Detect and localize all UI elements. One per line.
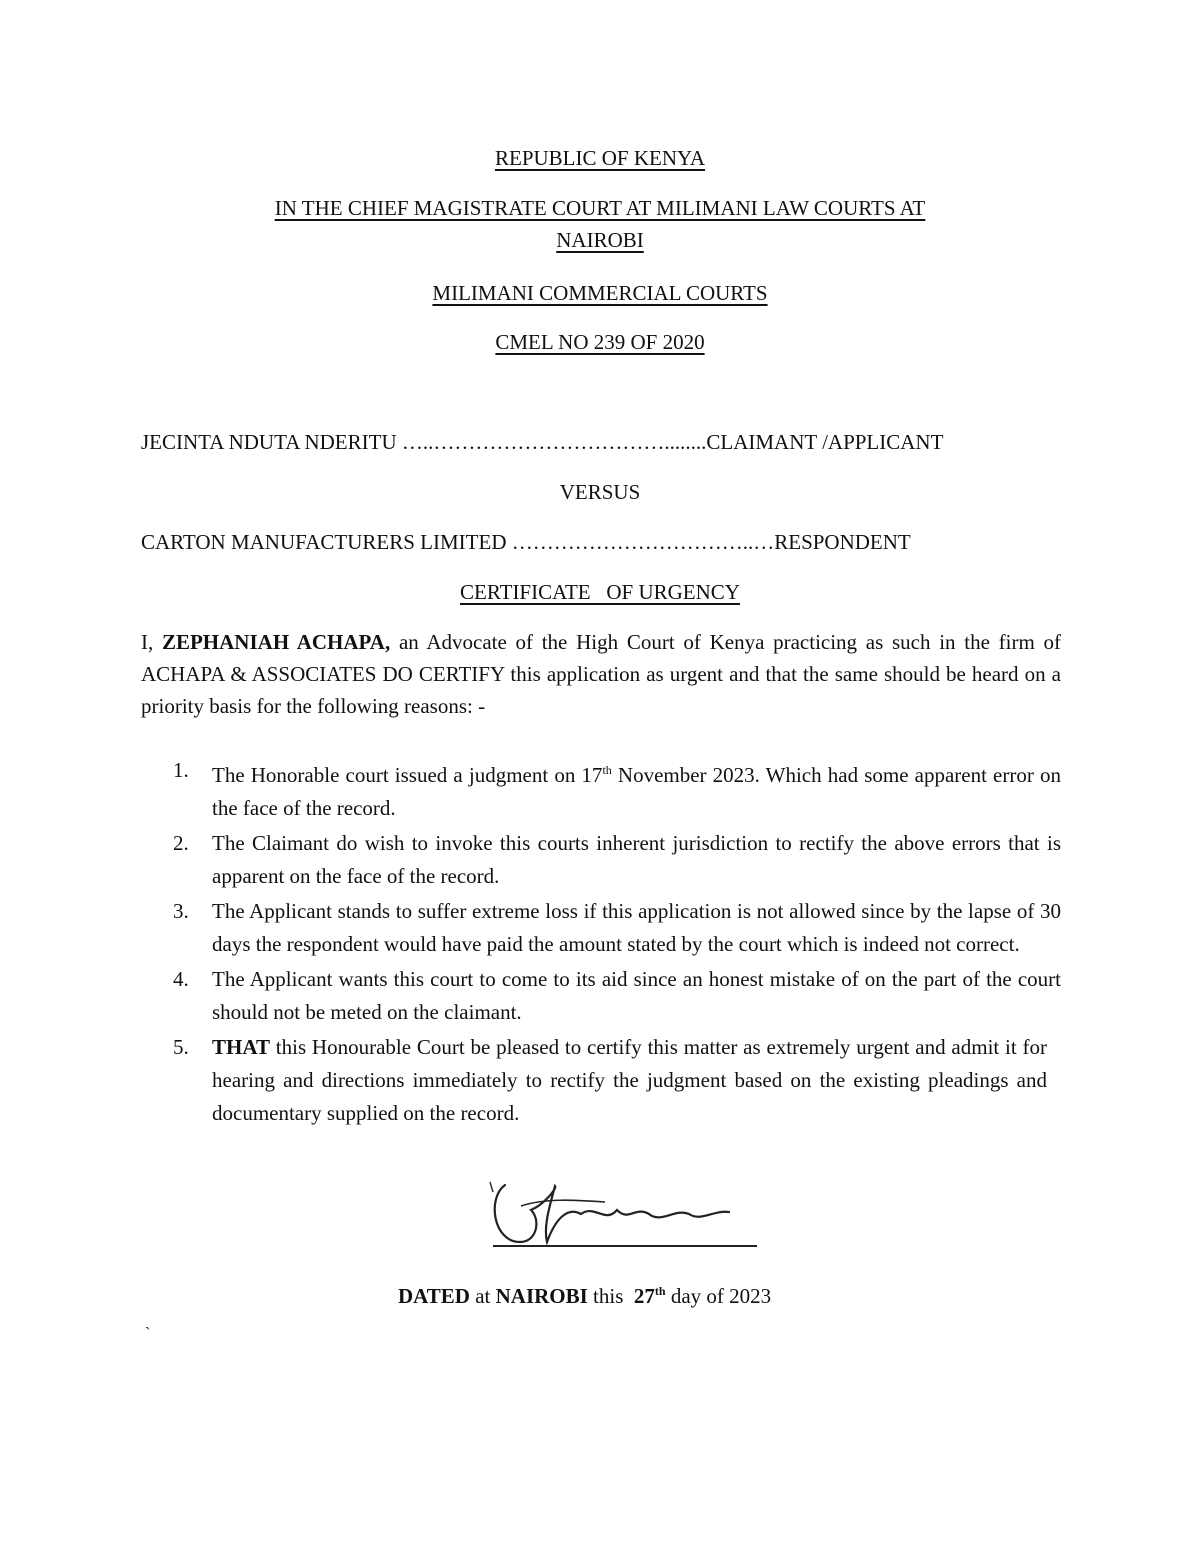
court-heading-line1: IN THE CHIEF MAGISTRATE COURT AT MILIMANI LAW COURTS AT [274, 196, 926, 220]
dated-line: DATED at NAIROBI this 27th day of 2023 [398, 1284, 772, 1308]
advocate-name: ZEPHANIAH ACHAPA, [161, 630, 391, 654]
case-number: CMEL NO 239 OF 2020 [495, 330, 705, 354]
certificate-title: CERTIFICATE OF URGENCY [460, 580, 740, 604]
list-item: 3. The Applicant stands to suffer extreme loss if this application is not allowed since by the lapse of 30 days the respondent would have paid the amount stated by the court which is indeed not correct. [173, 899, 1061, 956]
certificate-intro: I, ZEPHANIAH ACHAPA, an Advocate of the High Court of Kenya practicing as such in the firm of ACHAPA & ASSOCIATES DO CERTIFY this application as urgent and that the same should be heard on a priority basis for the following reasons: - [141, 630, 1061, 718]
claimant-dots: …..……………………………........ [396, 430, 707, 454]
stray-mark: ` [145, 1325, 151, 1342]
signature-image [485, 1180, 765, 1255]
list-item: 4. The Applicant wants this court to come to its aid since an honest mistake of on the part of the court should not be meted on the claimant. [173, 967, 1061, 1024]
claimant-line [141, 430, 1061, 455]
respondent-role: RESPONDENT [774, 530, 911, 554]
claimant-role: CLAIMANT /APPLICANT [706, 430, 944, 454]
respondent-name: CARTON MANUFACTURERS LIMITED [141, 530, 507, 554]
claimant-name: JECINTA NDUTA NDERITU [141, 430, 397, 454]
versus: VERSUS [559, 480, 641, 504]
respondent-line [141, 530, 1061, 555]
reasons-list [141, 754, 1061, 1132]
list-item: 5. THAT this Honourable Court be pleased to certify this matter as extremely urgent and admit it for hearing and directions immediately to rectify the judgment based on the existing pleadings and documentary supplied on the record. [173, 1035, 1047, 1125]
division-heading: MILIMANI COMMERCIAL COURTS [432, 281, 768, 305]
list-item: 2. The Claimant do wish to invoke this courts inherent jurisdiction to rectify the above errors that is apparent on the face of the record. [173, 831, 1061, 888]
list-item: 1. The Honorable court issued a judgment on 17th November 2023. Which had some apparent error on the face of the record. [173, 758, 1061, 820]
republic-heading: REPUBLIC OF KENYA [494, 146, 706, 170]
court-heading-line2: NAIROBI [556, 228, 644, 252]
respondent-dots: ……………………………..… [506, 530, 775, 554]
